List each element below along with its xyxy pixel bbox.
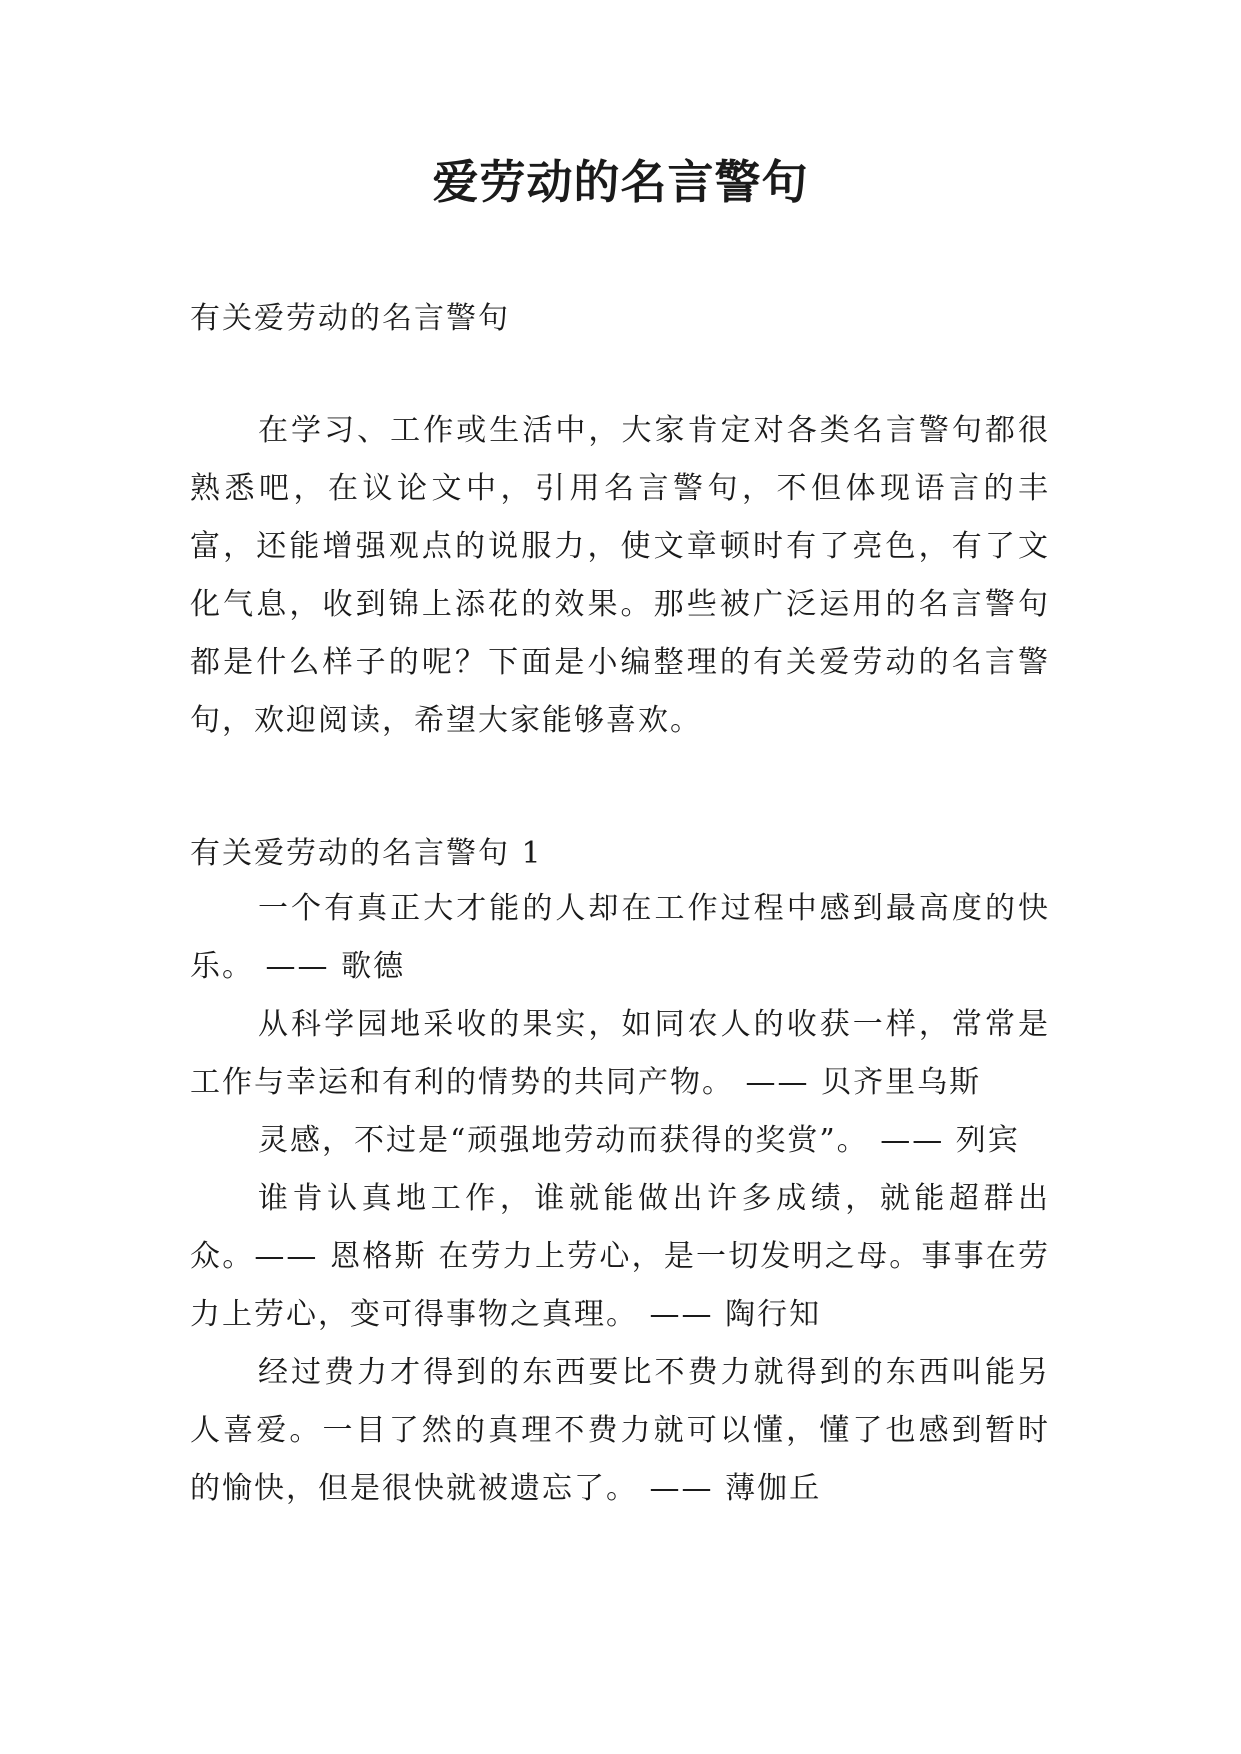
quote-paragraph: 一个有真正大才能的人却在工作过程中感到最高度的快乐。 —— 歌德 (190, 891, 1050, 984)
document-title: 爱劳动的名言警句 (432, 155, 809, 209)
quote-paragraph: 谁肯认真地工作，谁就能做出许多成绩，就能超群出众。—— 恩格斯 在劳力上劳心，是一切发明之母。事事在劳力上劳心，变可得事物之真理。 —— 陶行知 (190, 1181, 1050, 1332)
quotes-list (190, 880, 1050, 1518)
quote-paragraph: 从科学园地采收的果实，如同农人的收获一样，常常是工作与幸运和有利的情势的共同产物。 —— 贝齐里乌斯 (190, 1007, 1050, 1100)
intro-paragraph: 在学习、工作或生活中，大家肯定对各类名言警句都很熟悉吧，在议论文中，引用名言警句，不但体现语言的丰富，还能增强观点的说服力，使文章顿时有了亮色，有了文化气息，收到锦上添花的效果。那些被广泛运用的名言警句都是什么样子的呢？下面是小编整理的有关爱劳动的名言警句，欢迎阅读，希望大家能够喜欢。 (190, 413, 1050, 738)
subheading: 有关爱劳动的名言警句 (190, 301, 510, 336)
section-heading: 有关爱劳动的名言警句 1 (190, 836, 543, 871)
quote-paragraph: 灵感，不过是“顽强地劳动而获得的奖赏”。 —— 列宾 (258, 1123, 1020, 1158)
quote-paragraph: 经过费力才得到的东西要比不费力就得到的东西叫能另人喜爱。一目了然的真理不费力就可以懂，懂了也感到暂时的愉快，但是很快就被遗忘了。 —— 薄伽丘 (190, 1355, 1050, 1506)
